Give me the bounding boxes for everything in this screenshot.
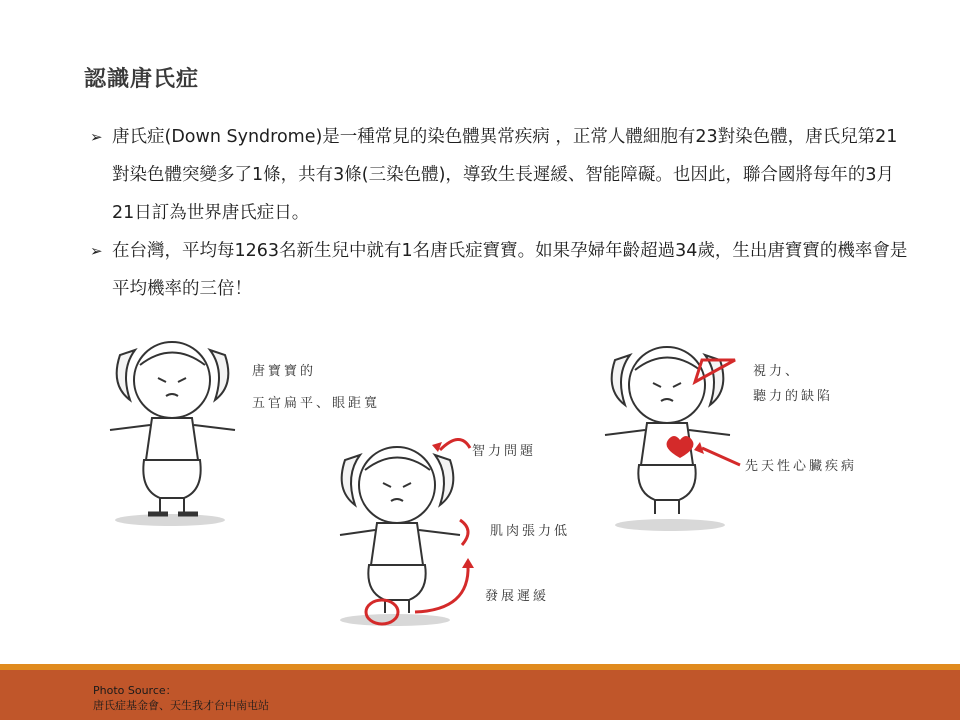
arrow-development-head <box>462 558 474 568</box>
photo-source-label: Photo Source： <box>93 684 177 697</box>
arrow-bullet-icon: ➢ <box>90 242 103 260</box>
label-vision-line2: 聽力的缺陷 <box>753 389 834 404</box>
girl-figure-left <box>110 342 235 514</box>
floor-shadow-left <box>115 514 225 526</box>
photo-source-value: 唐氏症基金會、天生我才台中南屯站 <box>93 699 269 712</box>
arrow-muscle <box>460 520 468 545</box>
floor-shadow-right <box>615 519 725 531</box>
photo-source <box>93 683 269 713</box>
bullet-item-definition <box>90 118 910 232</box>
bullet-list <box>90 118 910 308</box>
label-face-line1: 唐寶寶的 <box>252 364 317 379</box>
slide-title: 認識唐氏症 <box>84 67 200 92</box>
arrow-bullet-icon: ➢ <box>90 128 103 146</box>
bullet-text-definition: 唐氏症(Down Syndrome)是一種常見的染色體異常疾病 ，正常人體細胞有23對染色體，唐氏兒第21對染色體突變多了1條，共有3條(三染色體)，導致生長遲緩、智能障礙。也因此，聯合國將每年的3月21日訂為世界唐氏症日。 <box>112 127 898 223</box>
girl-figure-middle <box>340 447 460 613</box>
bullet-text-taiwan: 在台灣，平均每1263名新生兒中就有1名唐氏症寶寶。如果孕婦年齡超過34歲，生出唐寶寶的機率會是平均機率的三倍！ <box>112 241 908 299</box>
label-development: 發展遲緩 <box>485 589 550 604</box>
arrow-heart <box>702 448 740 465</box>
label-muscle: 肌肉張力低 <box>490 524 571 539</box>
arrow-intellect <box>440 439 470 450</box>
down-syndrome-illustration <box>90 330 890 640</box>
label-heart: 先天性心臟疾病 <box>745 459 858 474</box>
arrow-intellect-head <box>432 442 442 452</box>
label-face-line2: 五官扁平、眼距寬 <box>252 396 381 411</box>
bullet-item-taiwan <box>90 232 910 308</box>
label-intellect: 智力問題 <box>472 444 537 459</box>
illustration-svg <box>90 330 890 640</box>
label-vision-line1: 視力、 <box>753 364 802 379</box>
